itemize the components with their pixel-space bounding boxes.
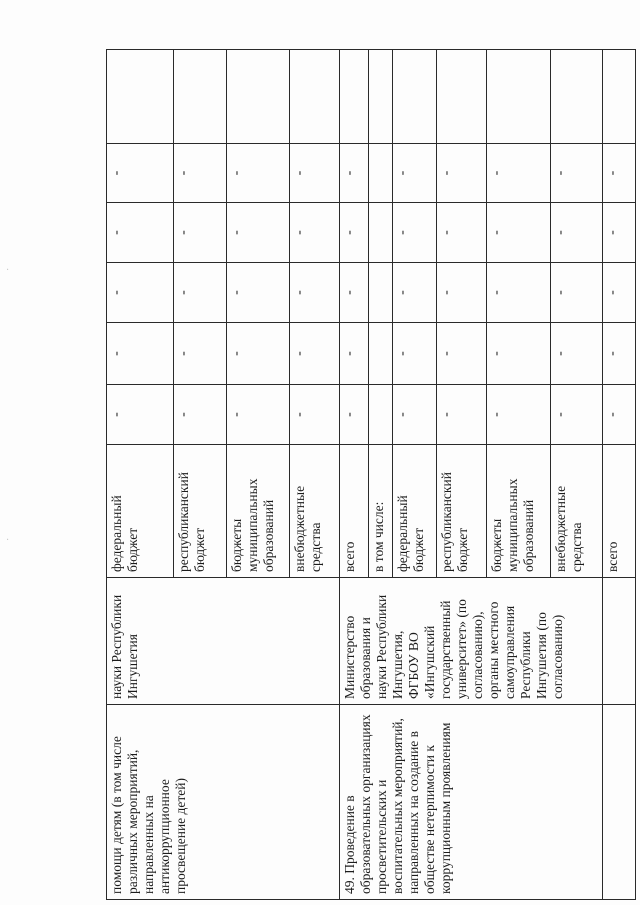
amount-cell: - xyxy=(393,385,437,445)
event-cell: помощи детям (в том числе различных мероприятий, направленных на антикоррупционное просвещение детей) xyxy=(107,705,340,900)
amount-cell: - xyxy=(340,203,369,263)
amount-cell: - xyxy=(551,323,603,385)
blank-cell xyxy=(487,50,551,144)
amount-cell: - xyxy=(603,263,636,323)
rotated-document xyxy=(106,50,620,900)
amount-cell xyxy=(369,203,393,263)
funding-source-cell: республиканский бюджет xyxy=(174,445,227,578)
amount-cell: - xyxy=(107,385,174,445)
amount-cell: - xyxy=(290,144,340,203)
amount-cell: - xyxy=(340,323,369,385)
executor-cell: науки Республики Ингушетия xyxy=(107,578,340,705)
amount-cell: - xyxy=(174,203,227,263)
blank-cell xyxy=(227,50,290,144)
amount-cell: - xyxy=(603,203,636,263)
scan-speck: · xyxy=(6,265,10,276)
amount-cell: - xyxy=(227,263,290,323)
amount-cell: - xyxy=(551,203,603,263)
funding-source-cell: всего xyxy=(340,445,369,578)
funding-source-cell: федеральный бюджет xyxy=(107,445,174,578)
amount-cell: - xyxy=(107,203,174,263)
amount-cell: - xyxy=(174,144,227,203)
amount-cell: - xyxy=(437,144,487,203)
funding-source-cell: внебюджетные средства xyxy=(290,445,340,578)
amount-cell: - xyxy=(290,263,340,323)
amount-cell: - xyxy=(393,144,437,203)
funding-source-cell: республиканский бюджет xyxy=(437,445,487,578)
amount-cell: - xyxy=(174,263,227,323)
amount-cell: - xyxy=(290,323,340,385)
amount-cell xyxy=(369,144,393,203)
amount-cell: - xyxy=(340,144,369,203)
funding-source-cell: бюджеты муниципальных образований xyxy=(227,445,290,578)
event-cell xyxy=(603,705,636,900)
event-cell: 49. Проведение в образовательных организациях просветительских и воспитательных мероприятий, направленных на создание в обществе нетерпимости к коррупционным проявлениям xyxy=(340,705,603,900)
amount-cell: - xyxy=(487,323,551,385)
table-body xyxy=(107,50,636,900)
amount-cell: - xyxy=(487,385,551,445)
funding-source-cell: бюджеты муниципальных образований xyxy=(487,445,551,578)
amount-cell: - xyxy=(437,263,487,323)
amount-cell: - xyxy=(393,263,437,323)
funding-source-cell: внебюджетные средства xyxy=(551,445,603,578)
amount-cell: - xyxy=(340,263,369,323)
amount-cell: - xyxy=(227,385,290,445)
blank-cell xyxy=(437,50,487,144)
amount-cell: - xyxy=(487,263,551,323)
budget-table xyxy=(106,49,636,900)
amount-cell: - xyxy=(174,323,227,385)
blank-cell xyxy=(174,50,227,144)
blank-cell xyxy=(290,50,340,144)
amount-cell: - xyxy=(393,203,437,263)
amount-cell xyxy=(369,385,393,445)
blank-cell xyxy=(107,50,174,144)
blank-cell xyxy=(340,50,369,144)
blank-cell xyxy=(603,50,636,144)
amount-cell: - xyxy=(393,323,437,385)
amount-cell: - xyxy=(551,263,603,323)
amount-cell: - xyxy=(551,144,603,203)
blank-cell xyxy=(369,50,393,144)
amount-cell: - xyxy=(340,385,369,445)
funding-source-cell: в том числе: xyxy=(369,445,393,578)
amount-cell: - xyxy=(107,263,174,323)
amount-cell: - xyxy=(487,203,551,263)
amount-cell: - xyxy=(290,385,340,445)
amount-cell: - xyxy=(487,144,551,203)
amount-cell: - xyxy=(437,203,487,263)
amount-cell: - xyxy=(603,385,636,445)
blank-cell xyxy=(551,50,603,144)
amount-cell: - xyxy=(227,323,290,385)
amount-cell: - xyxy=(107,323,174,385)
amount-cell: - xyxy=(437,385,487,445)
executor-cell: Министерство образования и науки Республики Ингушетия, ФГБОУ ВО «Ингушский государственный университет» (по согласованию), органы местного самоуправления Республики Ингушетия (по согласованию) xyxy=(340,578,603,705)
funding-source-cell: всего xyxy=(603,445,636,578)
amount-cell: - xyxy=(174,385,227,445)
amount-cell: - xyxy=(227,203,290,263)
amount-cell: - xyxy=(437,323,487,385)
blank-cell xyxy=(393,50,437,144)
amount-cell: - xyxy=(551,385,603,445)
table-row xyxy=(603,50,636,900)
amount-cell: - xyxy=(603,144,636,203)
amount-cell: - xyxy=(603,323,636,385)
amount-cell xyxy=(369,323,393,385)
amount-cell xyxy=(369,263,393,323)
scan-speck: · xyxy=(6,535,10,546)
funding-source-cell: федеральный бюджет xyxy=(393,445,437,578)
amount-cell: - xyxy=(107,144,174,203)
amount-cell: - xyxy=(290,203,340,263)
table-row xyxy=(340,50,369,900)
amount-cell: - xyxy=(227,144,290,203)
executor-cell xyxy=(603,578,636,705)
table-row xyxy=(107,50,174,900)
